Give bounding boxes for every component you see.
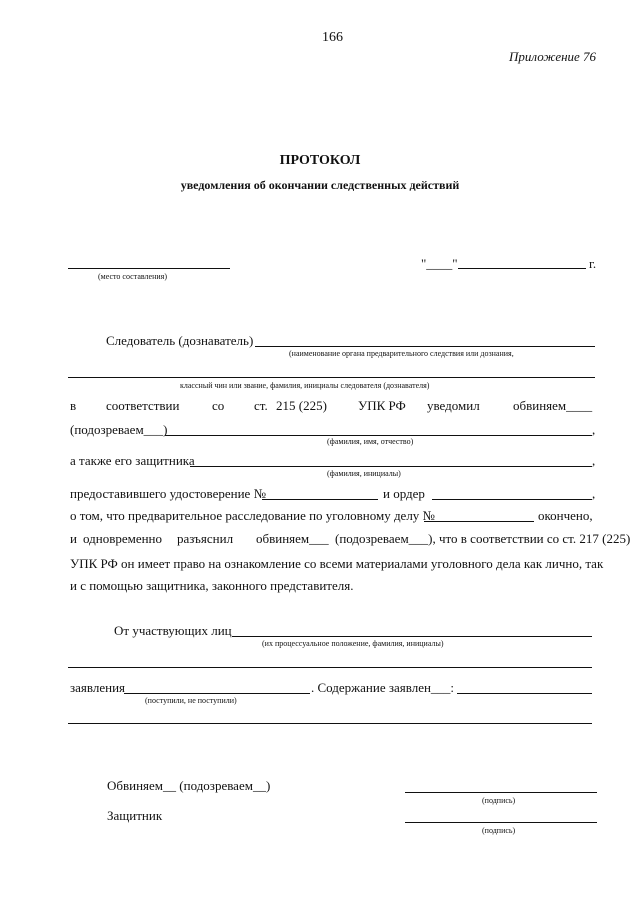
order-number-line[interactable] xyxy=(432,499,592,500)
content-label: . Содержание заявлен___: xyxy=(311,680,455,695)
accordance-word-5: 215 (225) xyxy=(276,398,327,413)
accused-signature-line[interactable] xyxy=(405,792,597,793)
place-caption: (место составления) xyxy=(98,272,167,281)
rights-line-1: УПК РФ он имеет право на ознакомление со всеми материалами уголовного дела как лично, так xyxy=(70,556,604,571)
explained-word-4: обвиняем___ xyxy=(256,531,329,546)
defender-signature-caption: (подпись) xyxy=(482,826,516,835)
participants-label: От участвующих лиц xyxy=(114,623,232,638)
explained-word-2: одновременно xyxy=(83,531,163,546)
case-text: о том, что предварительное расследование по уголовному делу № xyxy=(70,508,435,523)
participants-line-2[interactable] xyxy=(68,667,592,668)
explained-word-1: и xyxy=(70,531,77,546)
document-subtitle: уведомления об окончании следственных действий xyxy=(180,178,460,192)
participants-caption: (их процессуальное положение, фамилия, инициалы) xyxy=(262,639,444,648)
accordance-word-8: обвиняем____ xyxy=(513,398,593,413)
accordance-word-3: со xyxy=(212,398,225,413)
investigator-line-2[interactable] xyxy=(68,377,595,378)
content-line[interactable] xyxy=(457,693,592,694)
statements-line[interactable] xyxy=(124,693,310,694)
investigator-caption: (наименование органа предварительного следствия или дознания, xyxy=(289,349,514,358)
explained-word-5: (подозреваем___), что в соответствии со ст. 217 (225) xyxy=(335,531,631,546)
date-day-field[interactable]: "____" xyxy=(421,256,458,271)
place-line[interactable] xyxy=(68,268,230,269)
suspect-comma: , xyxy=(592,422,596,437)
case-number-line[interactable] xyxy=(424,521,534,522)
investigator-caption-2: классный чин или звание, фамилия, инициалы следователя (дознавателя) xyxy=(180,381,430,390)
statements-label: заявления xyxy=(70,680,126,695)
accused-signature-caption: (подпись) xyxy=(482,796,516,805)
date-month-line[interactable] xyxy=(458,268,586,269)
defender-sign-label: Защитник xyxy=(107,808,163,823)
defender-signature-line[interactable] xyxy=(405,822,597,823)
certificate-label: предоставившего удостоверение № xyxy=(70,486,266,501)
investigator-line[interactable] xyxy=(255,346,595,347)
suspect-label: (подозреваем___) xyxy=(70,422,168,437)
suspect-name-line[interactable] xyxy=(165,435,592,436)
defender-name-line[interactable] xyxy=(190,466,592,467)
investigator-label: Следователь (дознаватель) xyxy=(106,333,254,348)
accordance-word-4: ст. xyxy=(254,398,268,413)
statements-line-2[interactable] xyxy=(68,723,592,724)
statements-caption: (поступили, не поступили) xyxy=(145,696,237,705)
explained-word-3: разъяснил xyxy=(177,531,234,546)
accused-sign-label: Обвиняем__ (подозреваем__) xyxy=(107,778,271,793)
suspect-caption: (фамилия, имя, отчество) xyxy=(327,437,414,446)
rights-line-2: и с помощью защитника, законного представителя. xyxy=(70,578,354,593)
participants-line[interactable] xyxy=(232,636,592,637)
defender-caption: (фамилия, инициалы) xyxy=(327,469,401,478)
defender-comma: , xyxy=(592,453,596,468)
accordance-word-2: соответствии xyxy=(106,398,180,413)
accordance-word-7: уведомил xyxy=(427,398,480,413)
accordance-word-1: в xyxy=(70,398,77,413)
appendix-label: Приложение 76 xyxy=(509,49,597,64)
case-finished: окончено, xyxy=(538,508,593,523)
defender-label: а также его защитника xyxy=(70,453,195,468)
year-suffix: г. xyxy=(589,256,597,271)
accordance-word-6: УПК РФ xyxy=(358,398,406,413)
document-title: ПРОТОКОЛ xyxy=(279,153,361,168)
certificate-number-line[interactable] xyxy=(262,499,378,500)
order-comma: , xyxy=(592,486,596,501)
page-number: 166 xyxy=(322,30,343,45)
order-label: и ордер xyxy=(383,486,425,501)
